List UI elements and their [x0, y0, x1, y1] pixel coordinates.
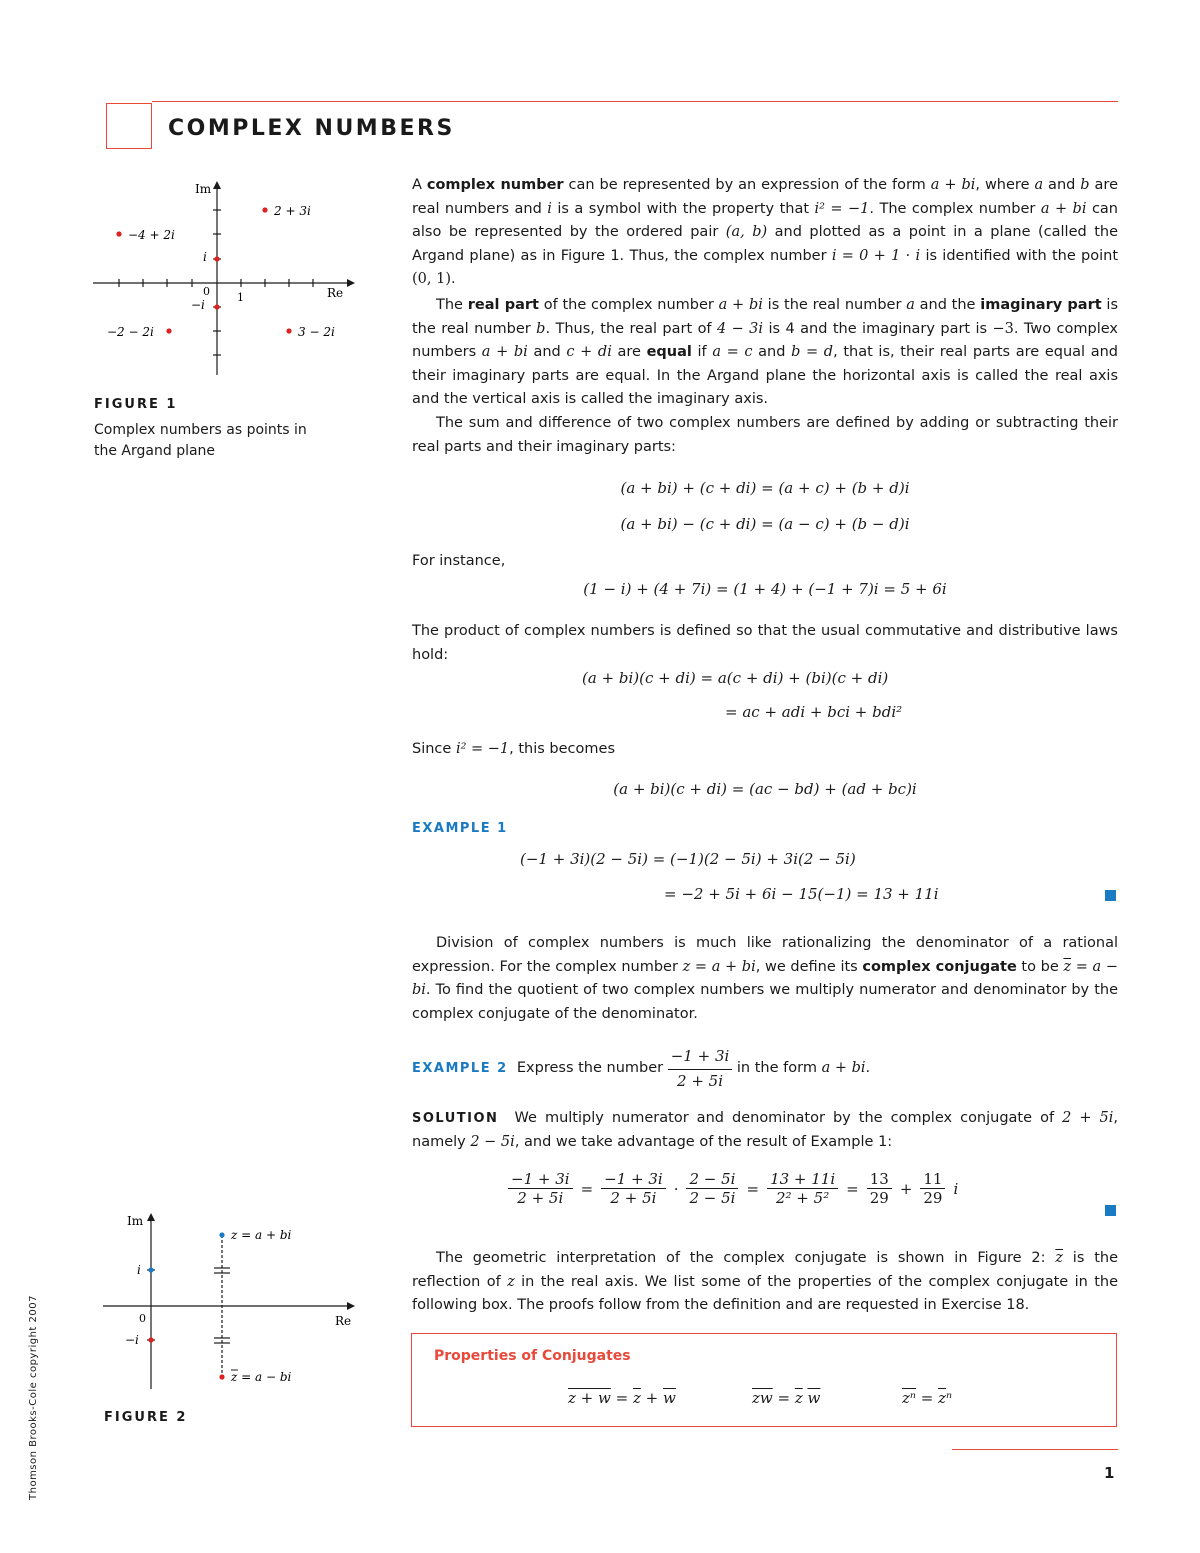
fig1-point-neg2-neg2i: [166, 328, 171, 333]
solution-paragraph: SOLUTION We multiply numerator and denominator by the complex conjugate of 2 + 5i, namely 2 − 5i, and we take advantage of the result of Example 1:: [412, 1110, 1119, 1150]
fig1-neg-i-label: −i: [191, 298, 205, 312]
header-rule: [152, 101, 1118, 102]
body-paragraph-3: The sum and difference of two complex numbers are defined by adding or subtracting their real parts and their imaginary parts:: [412, 415, 1118, 455]
body-paragraph-5: Division of complex numbers is much like rationalizing the denominator of a rational expression. For the complex number z = a + bi, we define its complex conjugate to be $\overline{z} = a$ − bi. To find the quotient of two complex numbers we multiply numerator and denominator by the complex conjugate of the denominator.: [412, 935, 1118, 1022]
body-paragraph-6: The geometric interpretation of the complex conjugate is shown in Figure 2: $\overline{z}$ is the reflection of z in the real axis. We list some of the properties of the complex conjugate in the following box. The proofs follow from the definition and are requested in Exercise 18.: [412, 1250, 1118, 1313]
fig2-re-label: Re: [335, 1314, 352, 1328]
figure1-label: FIGURE 1: [94, 397, 178, 412]
fig1-point-label-2-3i: 2 + 3i: [274, 204, 311, 218]
fig2-neg-i-label: −i: [125, 1333, 139, 1347]
page-number: 1: [1104, 1464, 1115, 1482]
fig2-point-z: [219, 1232, 224, 1237]
figure2-conjugate-plane: [95, 1205, 365, 1395]
equation-product-1: (a + bi)(c + di) = a(c + di) + (bi)(c + di): [582, 669, 889, 687]
fig1-point-label-3-neg2i: 3 − 2i: [298, 325, 335, 339]
fig1-point-label-neg4-2i: −4 + 2i: [128, 228, 175, 242]
footer-rule: [952, 1449, 1118, 1450]
fig2-point-i: [148, 1267, 153, 1272]
equation-product-2: = ac + adi + bci + bdi²: [725, 703, 903, 721]
fig1-im-label: Im: [195, 182, 212, 196]
properties-box-title: Properties of Conjugates: [434, 1348, 631, 1364]
header-square: [106, 103, 152, 149]
equation-difference: (a + bi) − (c + di) = (a − c) + (b − d)i: [620, 515, 910, 533]
fig1-point-neg-i: [214, 304, 219, 309]
for-instance-text: For instance,: [412, 553, 506, 569]
fig2-im-label: Im: [127, 1214, 144, 1228]
property-product: $\overline{zw} = \overline{z}$ $\overline{w}$: [752, 1389, 821, 1407]
fig1-point-2-3i: [262, 207, 267, 212]
property-sum: $z + w = \overline{z} + \overline{w}$: [568, 1389, 676, 1407]
solution-equation: $\frac{-1 + 3i}{2 + 5i}$ = $\frac{-1 + 3i}{2 + 5i}$ · $\frac{2 - 5i}{2 - 5i}$ = $\frac{13 + 11i}{\text{2² + 5²}}$ = $\frac{13}{29}$ + $\frac{11}{29}$ i: [508, 1170, 958, 1207]
body-paragraph-4: The product of complex numbers is defined so that the usual commutative and distributive laws hold:: [412, 623, 1118, 663]
example1-label: EXAMPLE 1: [412, 821, 508, 836]
equation-instance: (1 − i) + (4 + 7i) = (1 + 4) + (−1 + 7)i = 5 + 6i: [583, 580, 947, 598]
body-paragraph-1: A complex number can be represented by an expression of the form a + bi, where a and b are real numbers and i is a symbol with the property that i² = −1. The complex number a + bi can also be represented by the ordered pair (a, b) and plotted as a point in a plane (called the Argand plane) as in Figure 1. Thus, the complex number i = 0 + 1 · i is identified with the point (0, 1).: [412, 177, 1119, 287]
fig1-origin-label: 0: [203, 285, 210, 298]
fig2-z-label: z = a + bi: [231, 1228, 292, 1242]
fig1-one-label: 1: [237, 291, 244, 304]
copyright-notice: Thomson Brooks-Cole copyright 2007: [28, 1295, 39, 1500]
fig1-point-3-neg2i: [286, 328, 291, 333]
figure1-caption: Complex numbers as points in the Argand plane: [94, 422, 307, 459]
fig2-point-neg-i: [148, 1337, 153, 1342]
equation-sum: (a + bi) + (c + di) = (a + c) + (b + d)i: [620, 479, 910, 497]
fig2-zbar-label: z = a − bi: [231, 1370, 292, 1384]
fig2-i-label: i: [137, 1263, 141, 1277]
fig1-point-neg4-2i: [116, 231, 121, 236]
fig2-origin-label: 0: [139, 1312, 146, 1325]
page-title: COMPLEX NUMBERS: [168, 116, 455, 141]
body-paragraph-2: The real part of the complex number a + bi is the real number a and the imaginary part is the real number b. Thus, the real part of 4 − 3i is 4 and the imaginary part is −3. Two complex numbers a + bi and c + di are equal if a = c and b = d, that is, their real parts are equal and their imaginary parts are equal. In the Argand plane the horizontal axis is called the real axis and the vertical axis is called the imaginary axis.: [412, 297, 1119, 407]
end-of-example1-marker: [1105, 890, 1116, 901]
end-of-example2-marker: [1105, 1205, 1116, 1216]
property-power: $\overline{z^n} = \overline{z}^n$: [902, 1389, 953, 1407]
since-text: Since i² = −1, this becomes: [412, 741, 615, 757]
equation-product-3: (a + bi)(c + di) = (ac − bd) + (ad + bc)i: [613, 780, 917, 798]
example2-fraction: $\frac{-1 + 3i}{2 + 5i}$: [668, 1045, 733, 1093]
example1-line2: = −2 + 5i + 6i − 15(−1) = 13 + 11i: [664, 885, 939, 903]
figure1-argand-plane: [85, 175, 355, 385]
fig1-point-label-neg2-neg2i: −2 − 2i: [107, 325, 154, 339]
figure2-label: FIGURE 2: [104, 1410, 188, 1425]
fig1-re-label: Re: [327, 286, 344, 300]
fig1-point-i: [214, 256, 219, 261]
example2-statement: EXAMPLE 2 Express the number $\frac{-1 + 3i}{2 + 5i}$ in the form a + bi .: [412, 1041, 1118, 1097]
example1-line1: (−1 + 3i)(2 − 5i) = (−1)(2 − 5i) + 3i(2 − 5i): [520, 850, 856, 868]
fig2-point-zbar: [219, 1374, 224, 1379]
fig1-i-label: i: [203, 250, 207, 264]
